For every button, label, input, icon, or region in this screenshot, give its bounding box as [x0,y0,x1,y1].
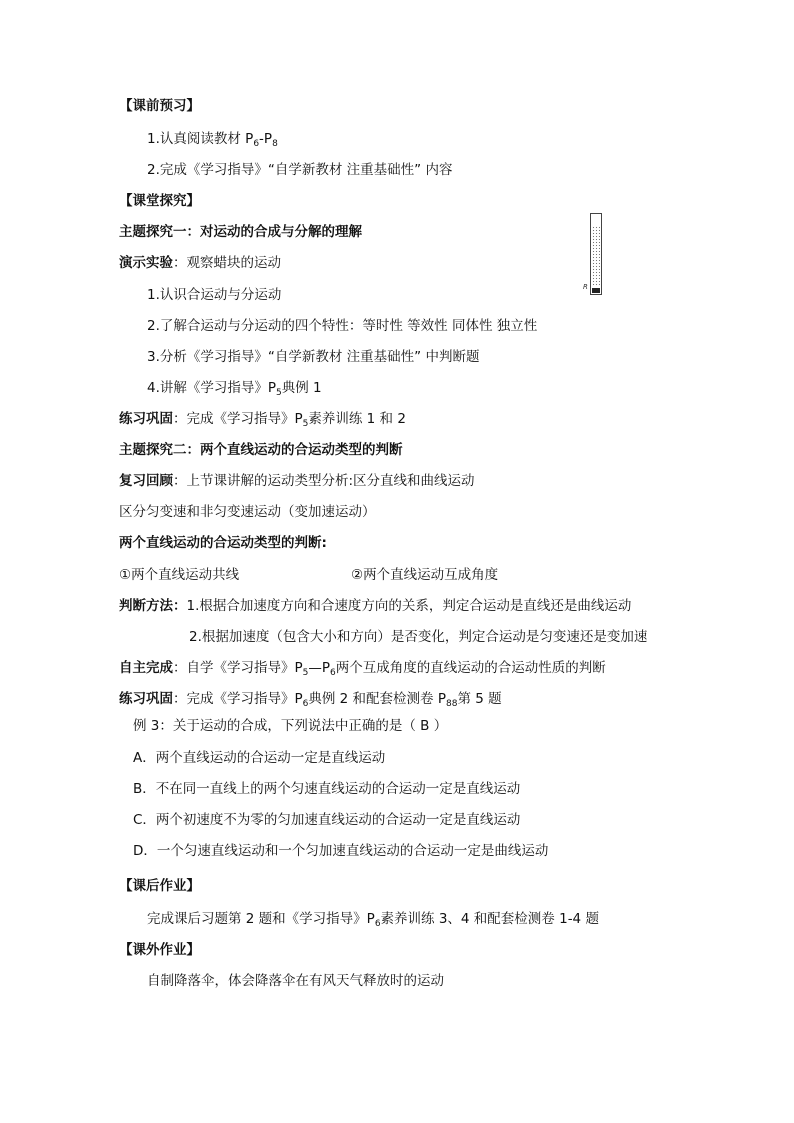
option-a: A．两个直线运动的合运动一定是直线运动 [133,750,386,766]
theme1-title: 主题探究一：对运动的合成与分解的理解 [119,224,362,240]
judge-heading: 两个直线运动的合运动类型的判断: [119,535,327,551]
homework-heading: 【课后作业】 [119,878,200,894]
wax-block [592,288,600,293]
self-study: 自主完成：自学《学习指导》$P_5—P_6$两个互成角度的直线运动的合运动性质的判断 [119,660,606,678]
homework-text: 完成课后习题第 2 题和《学习指导》$P_6$素养训练 3、4 和配套检测卷 1-4 题 [147,911,599,929]
method-2: 2.根据加速度（包含大小和方向）是否变化，判定合运动是匀变速还是变加速 [189,629,648,645]
tube-liquid [592,226,600,286]
practice-2: 练习巩固：完成《学习指导》$P_6$典例 2 和配套检测卷 $P_{88}$第 5 题 [119,691,502,709]
step-1: 1.认识合运动与分运动 [147,287,282,303]
option-b: B．不在同一直线上的两个匀速直线运动的合运动一定是直线运动 [133,781,521,797]
case-collinear: ①两个直线运动共线 [119,567,240,583]
method-1: 判断方法：1.根据合加速度方向和合速度方向的关系，判定合运动是直线还是曲线运动 [119,598,632,614]
option-d: D．一个匀速直线运动和一个匀加速直线运动的合运动一定是曲线运动 [133,843,549,859]
review-line: 复习回顾：上节课讲解的运动类型分析:区分直线和曲线运动 [119,473,475,489]
pre-lesson-heading: 【课前预习】 [119,98,200,114]
class-explore-heading: 【课堂探究】 [119,193,200,209]
candle-tube-figure [590,213,602,295]
example-question: 例 3：关于运动的合成，下列说法中正确的是（ B ） [133,718,448,734]
tube-label: R [583,283,588,291]
review-line-2: 区分匀变速和非匀变速运动（变加速运动） [119,504,376,520]
demo-line: 演示实验：观察蜡块的运动 [119,255,281,271]
extra-heading: 【课外作业】 [119,942,200,958]
pre-lesson-item-2: 2.完成《学习指导》“自学新教材 注重基础性” 内容 [147,162,453,178]
case-angled: ②两个直线运动互成角度 [351,567,499,583]
extra-text: 自制降落伞，体会降落伞在有风天气释放时的运动 [147,973,444,989]
theme2-title: 主题探究二：两个直线运动的合运动类型的判断 [119,442,403,458]
option-c: C．两个初速度不为零的匀加速直线运动的合运动一定是直线运动 [133,812,521,828]
pre-lesson-item-1: 1.认真阅读教材 $P_6-P_8$ [147,131,278,149]
practice-1: 练习巩固：完成《学习指导》$P_5$素养训练 1 和 2 [119,411,406,429]
step-2: 2.了解合运动与分运动的四个特性：等时性 等效性 同体性 独立性 [147,318,538,334]
step-4: 4.讲解《学习指导》$P_5$典例 1 [147,380,322,398]
step-3: 3.分析《学习指导》“自学新教材 注重基础性” 中判断题 [147,349,480,365]
